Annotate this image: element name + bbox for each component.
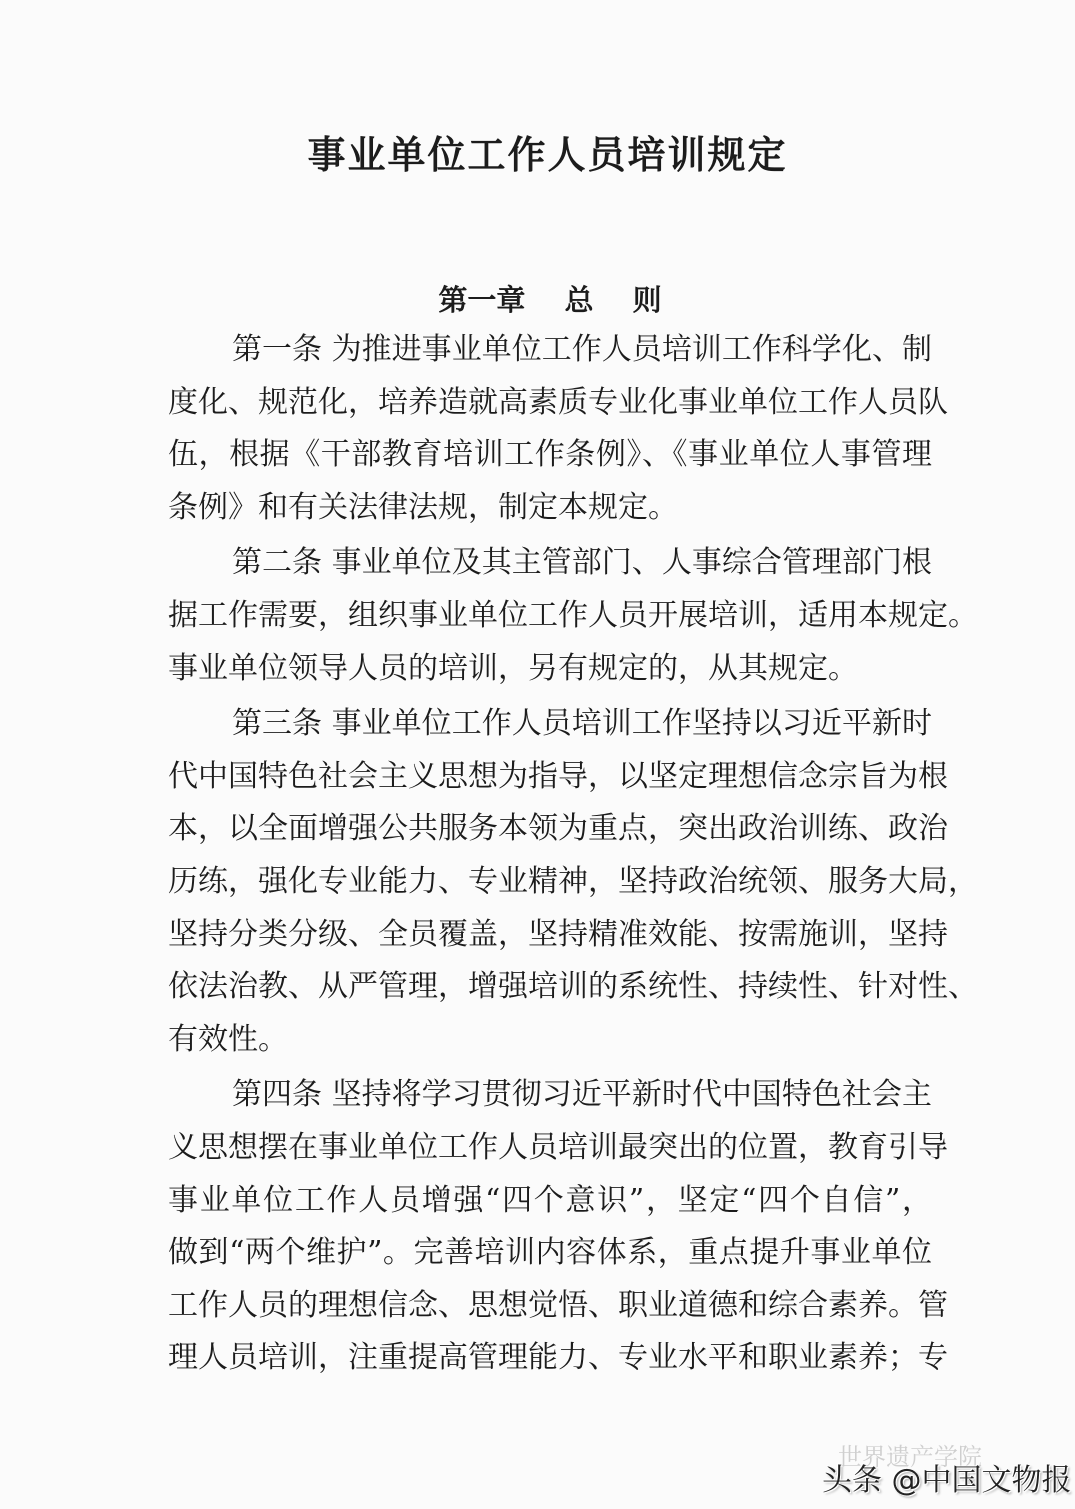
article-paragraph	[168, 537, 978, 695]
document-body	[168, 324, 978, 1385]
text-line: 有效性。	[168, 1021, 288, 1057]
text-line: 坚持分类分级、全员覆盖，坚持精准效能、按需施训，坚持	[168, 916, 948, 952]
text-line: 第二条 事业单位及其主管部门、人事综合管理部门根	[232, 545, 932, 581]
chapter-heading: 第一章 总 则	[438, 283, 662, 317]
text-line: 第一条 为推进事业单位工作人员培训工作科学化、制	[232, 332, 932, 367]
text-line: 伍，根据《干部教育培训工作条例》、《事业单位人事管理	[168, 437, 932, 473]
text-line: 工作人员的理想信念、思想觉悟、职业道德和综合素养。管	[168, 1287, 948, 1323]
article-paragraph	[168, 324, 948, 534]
text-line: 事业单位领导人员的培训，另有规定的，从其规定。	[168, 650, 858, 686]
text-line: 本，以全面增强公共服务本领为重点，突出政治训练、政治	[168, 811, 948, 847]
faint-watermark: 世界遗产学院	[838, 1443, 982, 1471]
text-line: 义思想摆在事业单位工作人员培训最突出的位置，教育引导	[168, 1129, 948, 1165]
text-line: 做到“两个维护”。完善培训内容体系，重点提升事业单位	[168, 1235, 932, 1271]
text-line: 第四条 坚持将学习贯彻习近平新时代中国特色社会主	[232, 1077, 932, 1113]
text-line: 条例》和有关法律法规，制定本规定。	[168, 489, 678, 525]
document-title: 事业单位工作人员培训规定	[307, 132, 788, 177]
text-line: 历练，强化专业能力、专业精神，坚持政治统领、服务大局，	[168, 863, 978, 899]
text-line: 依法治教、从严管理，增强培训的系统性、持续性、针对性、	[168, 969, 978, 1005]
text-line: 第三条 事业单位工作人员培训工作坚持以习近平新时	[232, 706, 932, 742]
article-paragraph	[168, 1069, 948, 1385]
text-line: 理人员培训，注重提高管理能力、专业水平和职业素养；专	[168, 1340, 948, 1376]
text-line: 度化、规范化，培养造就高素质专业化事业单位工作人员队	[168, 384, 948, 420]
text-line: 事业单位工作人员增强“四个意识”，坚定“四个自信”，	[168, 1182, 932, 1218]
article-paragraph	[168, 698, 978, 1066]
text-line: 据工作需要，组织事业单位工作人员开展培训，适用本规定。	[168, 597, 978, 633]
source-watermark: 头条 @中国文物报	[822, 1463, 1072, 1498]
text-line: 代中国特色社会主义思想为指导，以坚定理想信念宗旨为根	[168, 758, 948, 794]
